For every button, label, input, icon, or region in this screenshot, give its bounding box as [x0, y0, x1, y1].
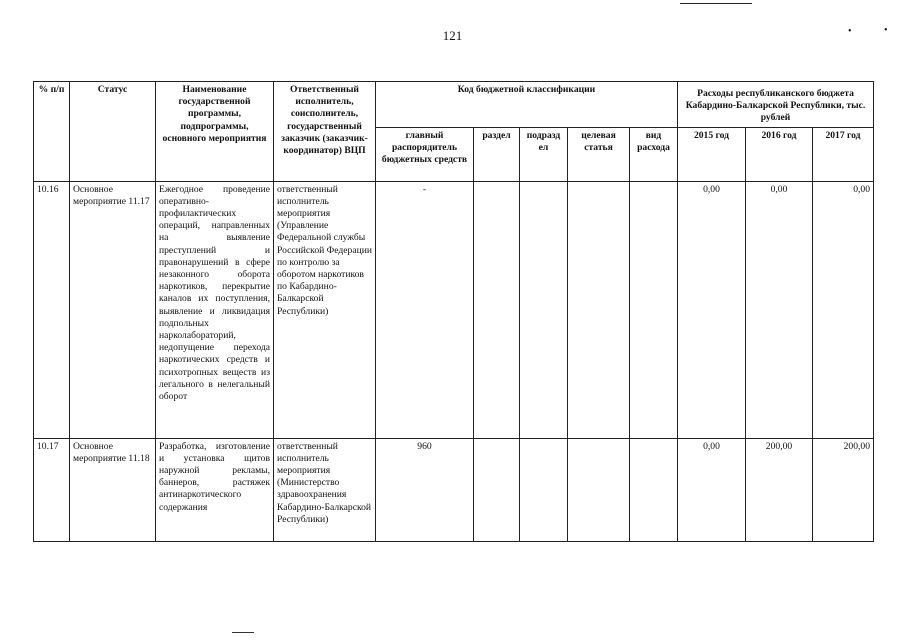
row-2017: 200,00	[813, 438, 874, 541]
header-grbs: главный распорядитель бюджетных средств	[376, 127, 474, 181]
table-row	[34, 181, 874, 438]
scan-speck: •	[848, 26, 852, 37]
footer-mark	[232, 632, 254, 633]
scan-speck: •	[884, 25, 888, 36]
header-2017: 2017 год	[813, 127, 874, 181]
row-podrazdel	[520, 438, 568, 541]
row-podrazdel	[520, 181, 568, 438]
row-executor: ответственный исполнитель мероприятия (Министерство здравоохранения Кабардино-Балкарской Республики)	[274, 438, 376, 541]
header-2016: 2016 год	[746, 127, 813, 181]
header-2015: 2015 год	[678, 127, 746, 181]
row-2016: 0,00	[746, 181, 813, 438]
page-number: 121	[442, 28, 463, 43]
row-num: 10.16	[34, 181, 70, 438]
row-name: Разработка, изготовление и установка щитов наружной рекламы, баннеров, растяжек антинаркотического содержания	[156, 438, 274, 541]
header-executor: Ответственный исполнитель, соисполнитель, государственный заказчик (заказчик-координатор) ВЦП	[274, 82, 376, 182]
header-num: % п/п	[34, 82, 70, 182]
row-2017: 0,00	[813, 181, 874, 438]
row-grbs: -	[376, 181, 474, 438]
row-csr	[568, 438, 630, 541]
row-razdel	[474, 181, 520, 438]
row-status: Основное мероприятие 11.17	[70, 181, 156, 438]
header-vr: вид расхода	[630, 127, 678, 181]
row-csr	[568, 181, 630, 438]
row-num: 10.17	[34, 438, 70, 541]
header-expenses-group: Расходы республиканского бюджета Кабардино-Балкарской Республики, тыс. рублей	[678, 82, 874, 128]
header-podrazdel: подразд ел	[520, 127, 568, 181]
header-razdel: раздел	[474, 127, 520, 181]
header-status: Статус	[70, 82, 156, 182]
row-executor: ответственный исполнитель мероприятия (Управление Федеральной службы Российской Федерации по контролю за оборотом наркотиков по Кабардино-Балкарской Республики)	[274, 181, 376, 438]
row-2016: 200,00	[746, 438, 813, 541]
header-code-group: Код бюджетной классификации	[376, 82, 678, 128]
header-csr: целевая статья	[568, 127, 630, 181]
row-grbs: 960	[376, 438, 474, 541]
row-status: Основное мероприятие 11.18	[70, 438, 156, 541]
table-row	[34, 438, 874, 541]
row-name: Ежегодное проведение оперативно-профилактических операций, направленных на выявление преступлений и правонарушений в сфере незаконного оборота наркотиков, перекрытие каналов их поступления, выявление и ликвидация подпольных нарколабораторий, недопущение перехода наркотических средств и психотропных веществ из легального в нелегальный оборот	[156, 181, 274, 438]
row-2015: 0,00	[678, 181, 746, 438]
header-rule	[680, 3, 752, 4]
row-vr	[630, 181, 678, 438]
header-name: Наименование государственной программы, подпрограммы, основного мероприятия	[156, 82, 274, 182]
row-vr	[630, 438, 678, 541]
row-razdel	[474, 438, 520, 541]
row-2015: 0,00	[678, 438, 746, 541]
budget-table	[33, 81, 874, 542]
